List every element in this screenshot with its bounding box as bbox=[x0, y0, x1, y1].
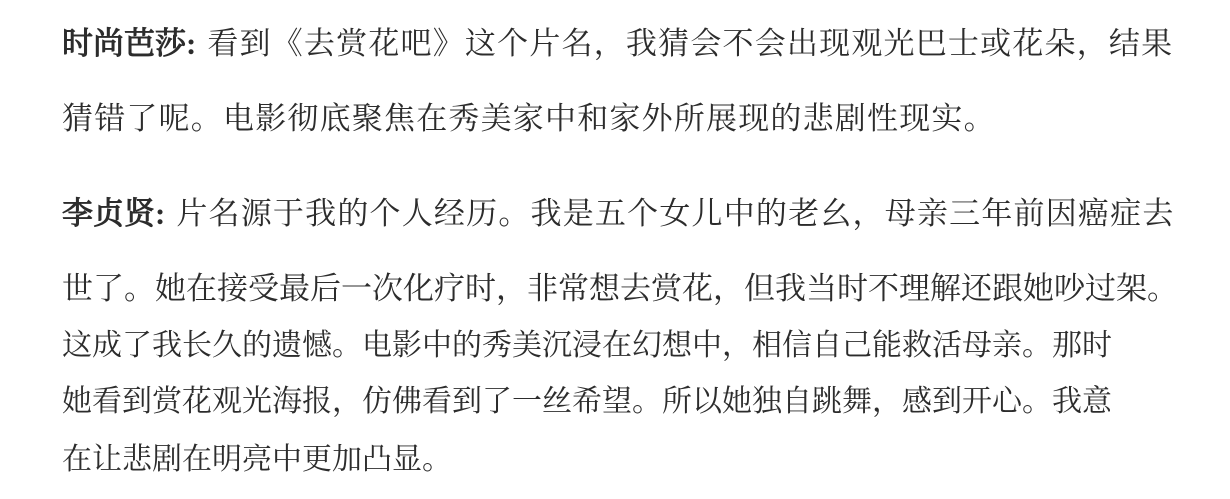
answer-line-1-text: 片名源于我的个人经历。我是五个女儿中的老幺，母亲三年前因癌症去 bbox=[176, 196, 1175, 231]
answer-line-5: 在让悲剧在明亮中更加凸显。 bbox=[62, 443, 452, 476]
question-line-1-text: 看到《去赏花吧》这个片名，我猜会不会出现观光巴士或花朵，结果 bbox=[207, 26, 1174, 61]
question-line-1 bbox=[62, 28, 1173, 59]
interviewee-speaker-label: 李贞贤: bbox=[62, 196, 166, 231]
magazine-speaker-label: 时尚芭莎: bbox=[62, 26, 197, 61]
answer-line-2: 世了。她在接受最后一次化疗时，非常想去赏花，但我当时不理解还跟她吵过架。 bbox=[62, 271, 1178, 306]
answer-line-4: 她看到赏花观光海报，仿佛看到了一丝希望。所以她独自跳舞，感到开心。我意 bbox=[62, 385, 1112, 418]
answer-line-1 bbox=[62, 198, 1175, 229]
question-line-2: 猜错了呢。电影彻底聚焦在秀美家中和家外所展现的悲剧性现实。 bbox=[62, 101, 996, 136]
answer-line-3: 这成了我长久的遗憾。电影中的秀美沉浸在幻想中，相信自己能救活母亲。那时 bbox=[62, 329, 1112, 362]
